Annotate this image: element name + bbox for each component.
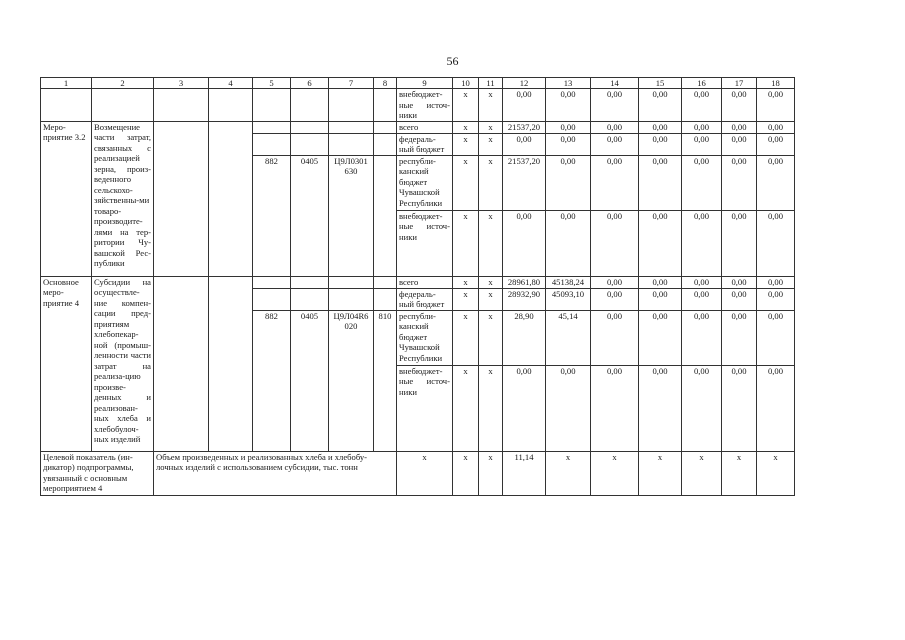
cell: 45138,24 bbox=[546, 276, 591, 288]
cell: 0,00 bbox=[722, 310, 757, 365]
cell: 0,00 bbox=[682, 210, 722, 276]
cell: x bbox=[639, 451, 682, 495]
cell: 0,00 bbox=[757, 288, 795, 310]
col-num: 18 bbox=[757, 78, 795, 89]
indicator-description: Объем произведенных и реализованных хлеба и хлебобу-лочных изделий с использованием субсидии, тыс. тонн bbox=[154, 451, 397, 495]
cell: 0,00 bbox=[591, 89, 639, 122]
target-article-code: Ц9Л04R6 020 bbox=[329, 310, 374, 451]
budget-table bbox=[40, 77, 795, 496]
cell: 0,00 bbox=[682, 133, 722, 155]
cell: 0,00 bbox=[591, 210, 639, 276]
cell: x bbox=[453, 365, 479, 451]
cell: 0,00 bbox=[639, 276, 682, 288]
cell: 0,00 bbox=[639, 155, 682, 210]
cell: 0,00 bbox=[757, 89, 795, 122]
funding-source: федераль-ный бюджет bbox=[397, 288, 453, 310]
cell: 0,00 bbox=[591, 310, 639, 365]
event-description: Возмещение части затрат, связанных с реализацией зерна, произ-веденного сельскохо-зяйственны-ми товаро-производите-лями на тер-ритории Чу-вашской Рес-публики bbox=[92, 121, 154, 276]
cell: x bbox=[479, 276, 503, 288]
section-code: 0405 bbox=[291, 310, 329, 451]
cell: 0,00 bbox=[722, 288, 757, 310]
col-num: 1 bbox=[41, 78, 92, 89]
cell: 0,00 bbox=[591, 133, 639, 155]
cell: 0,00 bbox=[503, 89, 546, 122]
cell: x bbox=[479, 288, 503, 310]
cell: 0,00 bbox=[546, 365, 591, 451]
cell: 0,00 bbox=[757, 133, 795, 155]
event-name: Основное меро-приятие 4 bbox=[41, 276, 92, 451]
cell: 0,00 bbox=[757, 210, 795, 276]
cell: 28932,90 bbox=[503, 288, 546, 310]
cell: 21537,20 bbox=[503, 155, 546, 210]
cell: x bbox=[479, 121, 503, 133]
cell: 0,00 bbox=[682, 155, 722, 210]
cell: 0,00 bbox=[639, 89, 682, 122]
col-num: 6 bbox=[291, 78, 329, 89]
cell: 0,00 bbox=[722, 210, 757, 276]
cell: x bbox=[479, 133, 503, 155]
cell: 0,00 bbox=[722, 276, 757, 288]
cell: x bbox=[453, 310, 479, 365]
cell: 0,00 bbox=[639, 121, 682, 133]
cell: 0,00 bbox=[722, 133, 757, 155]
cell: x bbox=[479, 365, 503, 451]
col-num: 12 bbox=[503, 78, 546, 89]
cell: x bbox=[479, 155, 503, 210]
cell: x bbox=[757, 451, 795, 495]
cell: 0,00 bbox=[639, 288, 682, 310]
cell: 0,00 bbox=[591, 288, 639, 310]
cell: 0,00 bbox=[682, 89, 722, 122]
funding-source: внебюджет-ные источ-ники bbox=[397, 365, 453, 451]
cell: 0,00 bbox=[722, 89, 757, 122]
cell: 0,00 bbox=[757, 365, 795, 451]
indicator-name: Целевой показатель (ин-дикатор) подпрограммы, увязанный с основным мероприятием 4 bbox=[41, 451, 154, 495]
cell: x bbox=[546, 451, 591, 495]
cell: 0,00 bbox=[503, 133, 546, 155]
cell: 11,14 bbox=[503, 451, 546, 495]
cell: 0,00 bbox=[503, 210, 546, 276]
funding-source: республи-канский бюджет Чувашской Республики bbox=[397, 310, 453, 365]
col-num: 2 bbox=[92, 78, 154, 89]
cell: 45093,10 bbox=[546, 288, 591, 310]
cell: 0,00 bbox=[591, 365, 639, 451]
col-num: 5 bbox=[253, 78, 291, 89]
cell: 0,00 bbox=[682, 276, 722, 288]
col-num: 17 bbox=[722, 78, 757, 89]
cell: x bbox=[453, 210, 479, 276]
expense-type-code: 810 bbox=[374, 310, 397, 451]
column-number-row bbox=[41, 78, 795, 89]
cell: 0,00 bbox=[503, 365, 546, 451]
cell: 0,00 bbox=[682, 365, 722, 451]
cell: x bbox=[453, 155, 479, 210]
col-num: 10 bbox=[453, 78, 479, 89]
grbs-code: 882 bbox=[253, 310, 291, 451]
cell: 45,14 bbox=[546, 310, 591, 365]
cell: x bbox=[453, 133, 479, 155]
target-article-code: Ц9Л0301 630 bbox=[329, 155, 374, 276]
cell: 0,00 bbox=[757, 121, 795, 133]
cell: 0,00 bbox=[639, 210, 682, 276]
col-num: 9 bbox=[397, 78, 453, 89]
cell: 28,90 bbox=[503, 310, 546, 365]
cell: 0,00 bbox=[591, 121, 639, 133]
cell: x bbox=[479, 451, 503, 495]
cell: x bbox=[682, 451, 722, 495]
cell: 0,00 bbox=[722, 121, 757, 133]
cell: 0,00 bbox=[722, 155, 757, 210]
cell: x bbox=[453, 121, 479, 133]
table-row bbox=[41, 89, 795, 122]
cell: x bbox=[722, 451, 757, 495]
cell: x bbox=[591, 451, 639, 495]
cell: 0,00 bbox=[591, 276, 639, 288]
col-num: 15 bbox=[639, 78, 682, 89]
col-num: 7 bbox=[329, 78, 374, 89]
cell: 0,00 bbox=[546, 121, 591, 133]
col-num: 16 bbox=[682, 78, 722, 89]
cell: 28961,80 bbox=[503, 276, 546, 288]
cell: x bbox=[453, 276, 479, 288]
col-num: 8 bbox=[374, 78, 397, 89]
page-number: 56 bbox=[446, 54, 459, 68]
table-row bbox=[41, 276, 795, 288]
cell: 0,00 bbox=[757, 155, 795, 210]
cell: 0,00 bbox=[546, 89, 591, 122]
funding-source: всего bbox=[397, 276, 453, 288]
cell: x bbox=[453, 288, 479, 310]
cell: 0,00 bbox=[682, 288, 722, 310]
cell: x bbox=[453, 89, 479, 122]
cell: 0,00 bbox=[722, 365, 757, 451]
col-num: 3 bbox=[154, 78, 209, 89]
cell: 0,00 bbox=[682, 310, 722, 365]
funding-source: республи-канский бюджет Чувашской Республики bbox=[397, 155, 453, 210]
cell: 0,00 bbox=[639, 310, 682, 365]
cell: 0,00 bbox=[682, 121, 722, 133]
section-code: 0405 bbox=[291, 155, 329, 276]
cell: 0,00 bbox=[757, 310, 795, 365]
table-row bbox=[41, 121, 795, 133]
cell: 0,00 bbox=[639, 365, 682, 451]
grbs-code: 882 bbox=[253, 155, 291, 276]
col-num: 4 bbox=[209, 78, 253, 89]
funding-source: внебюджет-ные источ-ники bbox=[397, 89, 453, 122]
cell: 0,00 bbox=[546, 155, 591, 210]
cell: x bbox=[479, 89, 503, 122]
cell: x bbox=[479, 310, 503, 365]
cell: 0,00 bbox=[546, 133, 591, 155]
event-description: Субсидии на осуществле-ние компен-сации пред-приятиям хлебопекар-ной (промыш-ленности части затрат на реализа-цию произве-денных и реализован-ных хлеба и хлебобулоч-ных изделий bbox=[92, 276, 154, 451]
cell: 0,00 bbox=[757, 276, 795, 288]
funding-source: внебюджет-ные источ-ники bbox=[397, 210, 453, 276]
col-num: 11 bbox=[479, 78, 503, 89]
col-num: 13 bbox=[546, 78, 591, 89]
cell: x bbox=[453, 451, 479, 495]
cell: 0,00 bbox=[639, 133, 682, 155]
cell: x bbox=[479, 210, 503, 276]
cell: 0,00 bbox=[591, 155, 639, 210]
col-num: 14 bbox=[591, 78, 639, 89]
cell: 21537,20 bbox=[503, 121, 546, 133]
cell: 0,00 bbox=[546, 210, 591, 276]
table-row bbox=[41, 451, 795, 495]
event-name: Меро-приятие 3.2 bbox=[41, 121, 92, 276]
funding-source: федераль-ный бюджет bbox=[397, 133, 453, 155]
cell: x bbox=[397, 451, 453, 495]
funding-source: всего bbox=[397, 121, 453, 133]
